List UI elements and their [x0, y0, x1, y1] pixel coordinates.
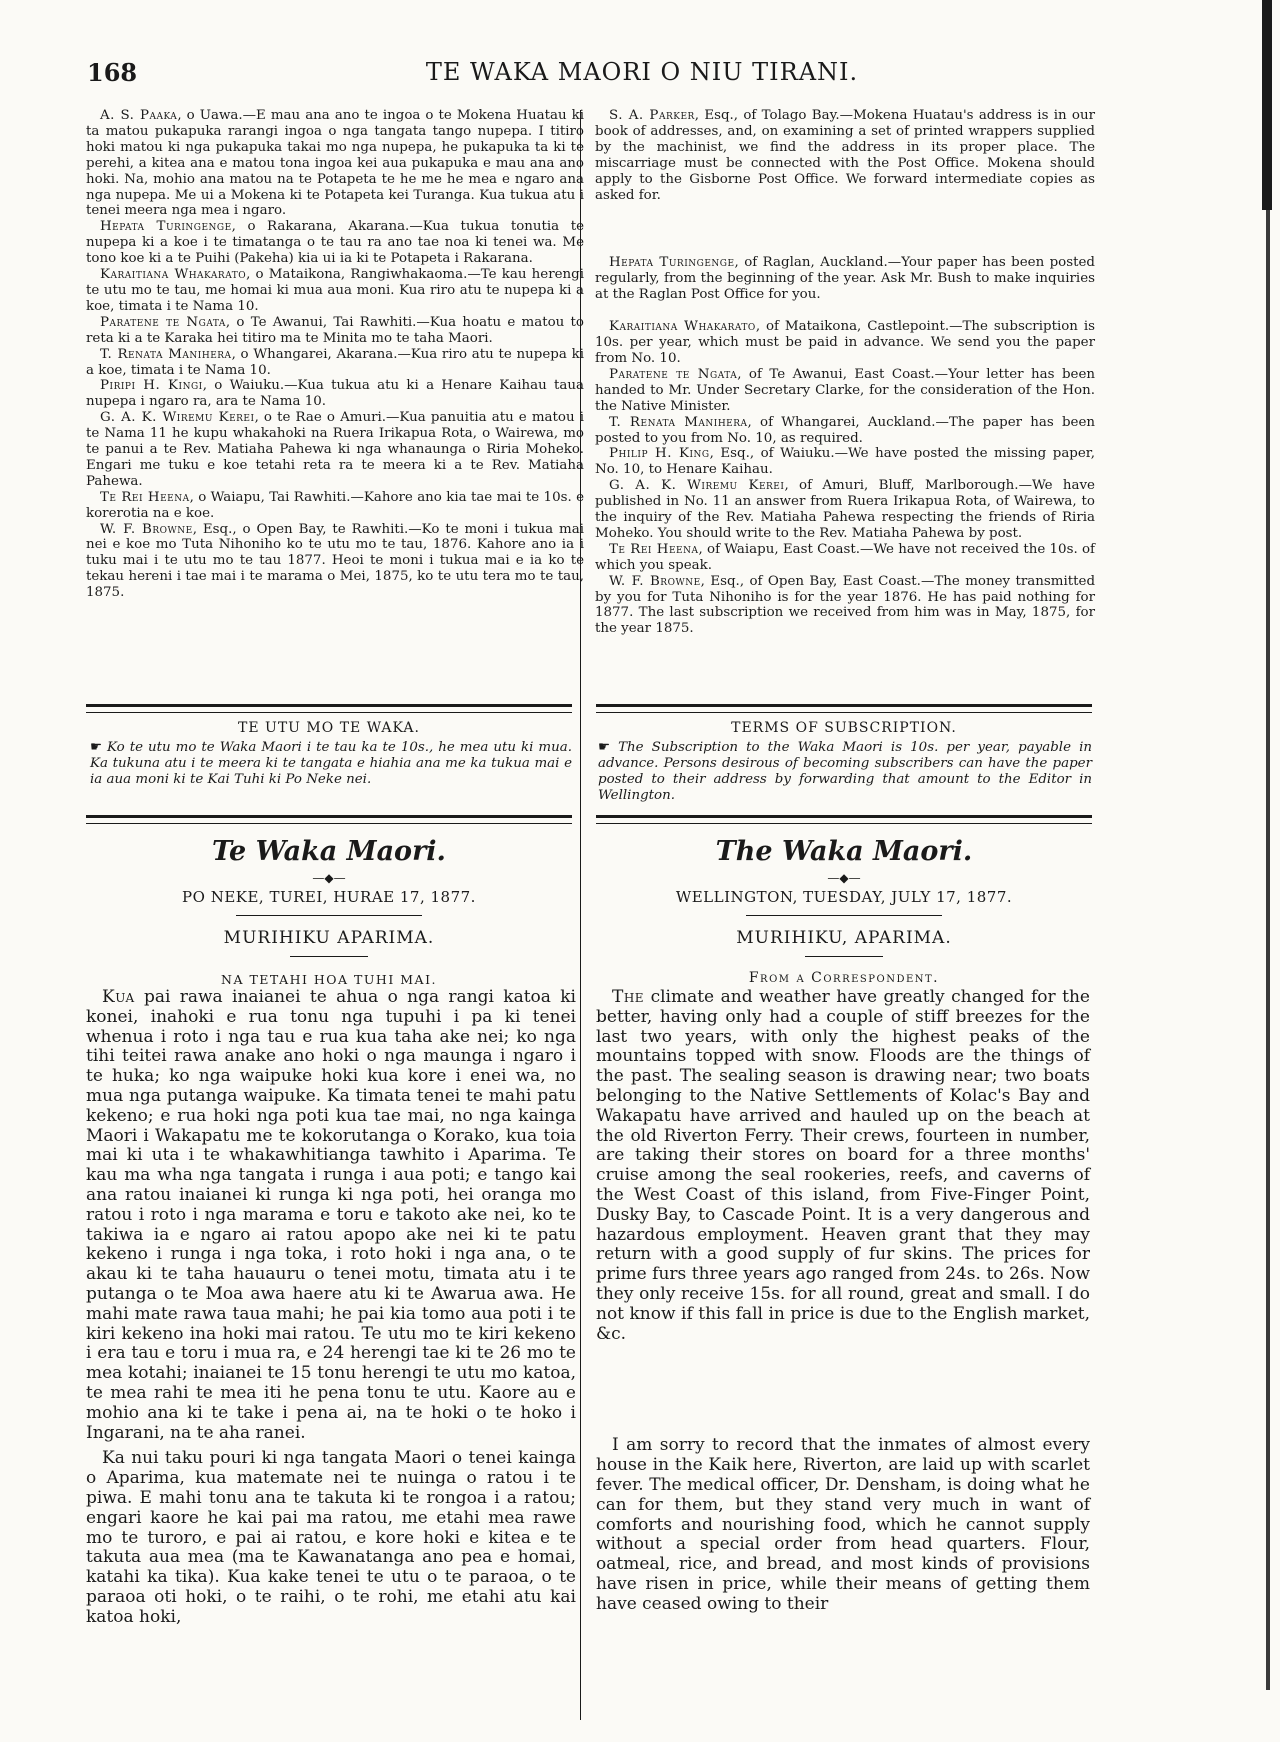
subscription-text-english: ☛ The Subscription to the Waka Maori is 10s. per year, payable in advance. Persons desirous of becoming subscribers can have the paper posted to their address by forwarding that amount to the Editor in Wellington.	[598, 740, 1092, 803]
notice-item: G. A. K. Wiremu Kerei, o te Rae o Amuri.—Kua panuitia atu e matou i te Nama 11 he kupu whakahoki na Ruera Irikapua Rota, o Wairewa, mo te panui a te Rev. Matiaha Pahewa ki nga whanaunga o Riria Moheko. Engari me tuku e koe tetahi reta ra te meera ki a te Rev. Matiaha Pahewa.	[86, 410, 584, 489]
article-subhead-english: From a Correspondent.	[748, 970, 940, 986]
pointing-hand-icon: ☛	[598, 740, 611, 755]
rule	[290, 956, 368, 957]
subscription-title-english: TERMS OF SUBSCRIPTION.	[731, 720, 957, 736]
notice-item: W. F. Browne, Esq., o Open Bay, te Rawhiti.—Ko te moni i tukua mai nei e koe mo Tuta Nihoniho ko te utu mo te tau, 1876. Kahore ano ia i tuku mai i te utu mo te tau 1877. Heoi te moni i tukua mai e ia ko te tekau hereni i tae mai i te marama o Mei, 1875, ko te utu tera mo te tau, 1875.	[86, 521, 584, 601]
article-paragraph: Kua pai rawa inaianei te ahua o nga rangi katoa ki konei, inahoki e rua tonu nga tupuhi i pa ki tenei whenua i roto i nga tau e rua kua taha ake nei; ko nga tihi teitei rawa anake ano hoki o nga maunga i ngaro i te huka; ko nga waipuke hoki kua kore i enei wa, no mua nga putanga waipuke. Ka timata tenei te mahi patu kekeno; e rua hoki nga poti kua tae mai, no nga kainga Maori i Wakapatu me te kokorutanga o Korako, kua toia mai ki uta i te whakawhitianga tawhito i Aparima. Te kau ma wha nga tangata i runga i aua poti; e tango kai ana ratou inaianei ki runga ki nga poti, hei oranga mo ratou i roto i nga marama e toru e takoto ake nei, ko te takiwa ia e ngaro ai ratou apopo ake nei ki te patu kekeno i runga i nga toka, i roto hoki i nga ana, o te akau ki te taha hauauru o tenei motu, timata atu i te putanga o te Moa awa haere atu ki te Awarua awa. He mahi mate rawa taua mahi; he pai kia tomo aua poti i te kiri kekeno ina hoki mai ratou. Te utu mo te kiri kekeno i era tau e toru i mua ra, e 24 herengi tae ki te 26 mo te mea kotahi; inaianei te 15 tonu herengi te utu mo katoa, te mea rahi te mea iti he pena tonu te utu. Kaore au e mohio ana ki te take i pena ai, na te hoki o te hoko i Ingarani, na te aha ranei.	[86, 987, 576, 1443]
nameplate-maori: Te Waka Maori.	[212, 836, 446, 867]
nameplate-english: The Waka Maori.	[715, 836, 973, 867]
notice-item: Hepata Turingenge, o Rakarana, Akarana.—Kua tukua tonutia te nupepa ki a koe i te timatanga o te tau ra ano tae noa ki tenei wa. Me tono koe ki a te Puihi (Pakeha) kia ui ia ki te Potapeta i Rakarana.	[86, 219, 585, 267]
notice-item: Hepata Turingenge, of Raglan, Auckland.—Your paper has been posted regularly, from the beginning of the year. Ask Mr. Bush to make inquiries at the Raglan Post Office for you.	[595, 255, 1095, 303]
masthead: TE WAKA MAORI O NIU TIRANI.	[425, 58, 859, 86]
article-paragraph: Ka nui taku pouri ki nga tangata Maori o tenei kainga o Aparima, kua matemate nei te nuinga o ratou i te piwa. E mahi tonu ana te takuta ki te rongoa i a ratou; engari kaore he kai pai ma ratou, me etahi mea rawe mo te turoro, e pai ai ratou, e kore hoki e kitea e te takuta aua mea (ma te Kawanatanga ano pea e homai, katahi ka tika). Kua kake tenei te utu o te paraoa, o te paraoa oti hoki, o te raihi, o te rohi, me etahi atu kai katoa hoki,	[86, 1448, 576, 1627]
notice-item: T. Renata Manihera, o Whangarei, Akarana.—Kua riro atu te nupepa ki a koe, timata i te Nama 10.	[86, 346, 584, 378]
notice-item: Piripi H. Kingi, o Waiuku.—Kua tukua atu ki a Henare Kaihau taua nupepa i ngaro ra, ara te Nama 10.	[86, 378, 584, 410]
rule	[805, 956, 883, 957]
notice-item: Philip H. King, Esq., of Waiuku.—We have posted the missing paper, No. 10, to Henare Kaihau.	[595, 446, 1095, 478]
notice-item: Te Rei Heena, o Waiapu, Tai Rawhiti.—Kahore ano kia tae mai te 10s. e korerotia na e koe.	[86, 489, 584, 521]
rule	[236, 915, 422, 916]
notices-english	[595, 108, 1095, 637]
double-rule	[86, 704, 572, 713]
double-rule	[596, 815, 1092, 824]
dateline-maori: PO NEKE, TUREI, HURAE 17, 1877.	[182, 888, 476, 906]
notice-item: S. A. Parker, Esq., of Tolago Bay.—Mokena Huatau's address is in our book of addresses, and, on examining a set of printed wrappers supplied by the machinist, we find the address in its proper place. The miscarriage must be connected with the Post Office. Mokena should apply to the Gisborne Post Office. We forward intermediate copies as asked for.	[595, 108, 1096, 203]
double-rule	[596, 704, 1092, 713]
page-edge-line	[1266, 210, 1270, 1690]
ornament: —◆—	[312, 871, 346, 885]
article-body-maori	[86, 988, 576, 1628]
notice-item: Paratene te Ngata, of Te Awanui, East Coast.—Your letter has been handed to Mr. Under Secretary Clarke, for the consideration of the Hon. the Native Minister.	[595, 366, 1095, 414]
article-paragraph: I am sorry to record that the inmates of almost every house in the Kaik here, Riverton, are laid up with scarlet fever. The medical officer, Dr. Densham, is doing what he can for them, but they stand very much in want of comforts and nourishing food, which he cannot supply without a special order from head quarters. Flour, oatmeal, rice, and bread, and most kinds of provisions have risen in price, while their means of getting them have ceased owing to their	[596, 1435, 1090, 1614]
dateline-english: WELLINGTON, TUESDAY, JULY 17, 1877.	[675, 888, 1013, 906]
notice-item: A. S. Paaka, o Uawa.—E mau ana ano te ingoa o te Mokena Huatau ki ta matou pukapuka rarangi ingoa o nga tangata tango nupepa. I titiro hoki matou ki nga pukapuka takai mo nga nupepa, he pukapuka ta ki te perehi, a kitea ana e matou tona ingoa kei aua pukapuka e mau ana ano hoki. Na, mohio ana matou na te Potapeta te he me he mea e ngaro ana nga nupepa. Me ui a Mokena ki te Potapeta kei Turanga. Kua tukua atu i tenei meera nga mea i ngaro.	[86, 108, 584, 219]
notice-item: W. F. Browne, Esq., of Open Bay, East Coast.—The money transmitted by you for Tuta Nihoniho is for the year 1876. He has paid nothing for 1877. The last subscription we received from him was in May, 1875, for the year 1875.	[595, 573, 1096, 637]
notices-maori	[86, 108, 584, 601]
article-title-english: MURIHIKU, APARIMA.	[736, 928, 952, 948]
notice-item: Karaitiana Whakarato, o Mataikona, Rangiwhakaoma.—Te kau herengi te utu mo te tau, me homai ki mua aua moni. Kua riro atu te nupepa ki a koe, timata i te Nama 10.	[86, 267, 584, 314]
rule	[746, 915, 942, 916]
page-number: 168	[87, 58, 138, 87]
article-subhead-maori: NA TETAHI HOA TUHI MAI.	[221, 972, 437, 987]
notice-item: Paratene te Ngata, o Te Awanui, Tai Rawhiti.—Kua hoatu e matou to reta ki a te Karaka hei titiro ma te Minita mo te taha Maori.	[86, 314, 584, 346]
notice-item: T. Renata Manihera, of Whangarei, Auckland.—The paper has been posted to you from No. 10, as required.	[595, 414, 1095, 446]
article-title-maori: MURIHIKU APARIMA.	[223, 928, 435, 948]
notice-item: Karaitiana Whakarato, of Mataikona, Castlepoint.—The subscription is 10s. per year, which must be paid in advance. We send you the paper from No. 10.	[595, 319, 1095, 366]
notice-item: G. A. K. Wiremu Kerei, of Amuri, Bluff, Marlborough.—We have published in No. 11 an answer from Ruera Irikapua Rota, of Wairewa, to the inquiry of the Rev. Matiaha Pahewa respecting the friends of Riria Moheko. You should write to the Rev. Matiaha Pahewa by post.	[595, 478, 1095, 541]
subscription-text-maori: ☛ Ko te utu mo te Waka Maori i te tau ka te 10s., he mea utu ki mua. Ka tukuna atu i te meera ki te tangata e hiahia ana me ka tukua mai e ia aua moni ki te Kai Tuhi ki Po Neke nei.	[90, 740, 572, 787]
ornament: —◆—	[827, 871, 861, 885]
notice-item: Te Rei Heena, of Waiapu, East Coast.—We have not received the 10s. of which you speak.	[595, 541, 1096, 573]
page-edge-shadow	[1262, 0, 1272, 210]
article-paragraph: The climate and weather have greatly changed for the better, having only had a couple of stiff breezes for the last two years, with only the highest peaks of the mountains topped with snow. Floods are the things of the past. The sealing season is drawing near; two boats belonging to the Native Settlements of Kolac's Bay and Wakapatu have arrived and hauled up on the beach at the old Riverton Ferry. Their crews, fourteen in number, are taking their stores on board for a three months' cruise among the seal rookeries, reefs, and caverns of the West Coast of this island, from Five-Finger Point, Dusky Bay, to Cascade Point. It is a very dangerous and hazardous employment. Heaven grant that they may return with a good supply of fur skins. The prices for prime furs three years ago ranged from 24s. to 26s. Now they only receive 15s. for all round, great and small. I do not know if this fall in price is due to the English market, &c.	[596, 987, 1090, 1344]
double-rule	[86, 815, 572, 824]
subscription-title-maori: TE UTU MO TE WAKA.	[238, 720, 420, 736]
page-header	[87, 58, 1197, 92]
article-body-english	[596, 988, 1090, 1615]
pointing-hand-icon: ☛	[90, 740, 103, 755]
